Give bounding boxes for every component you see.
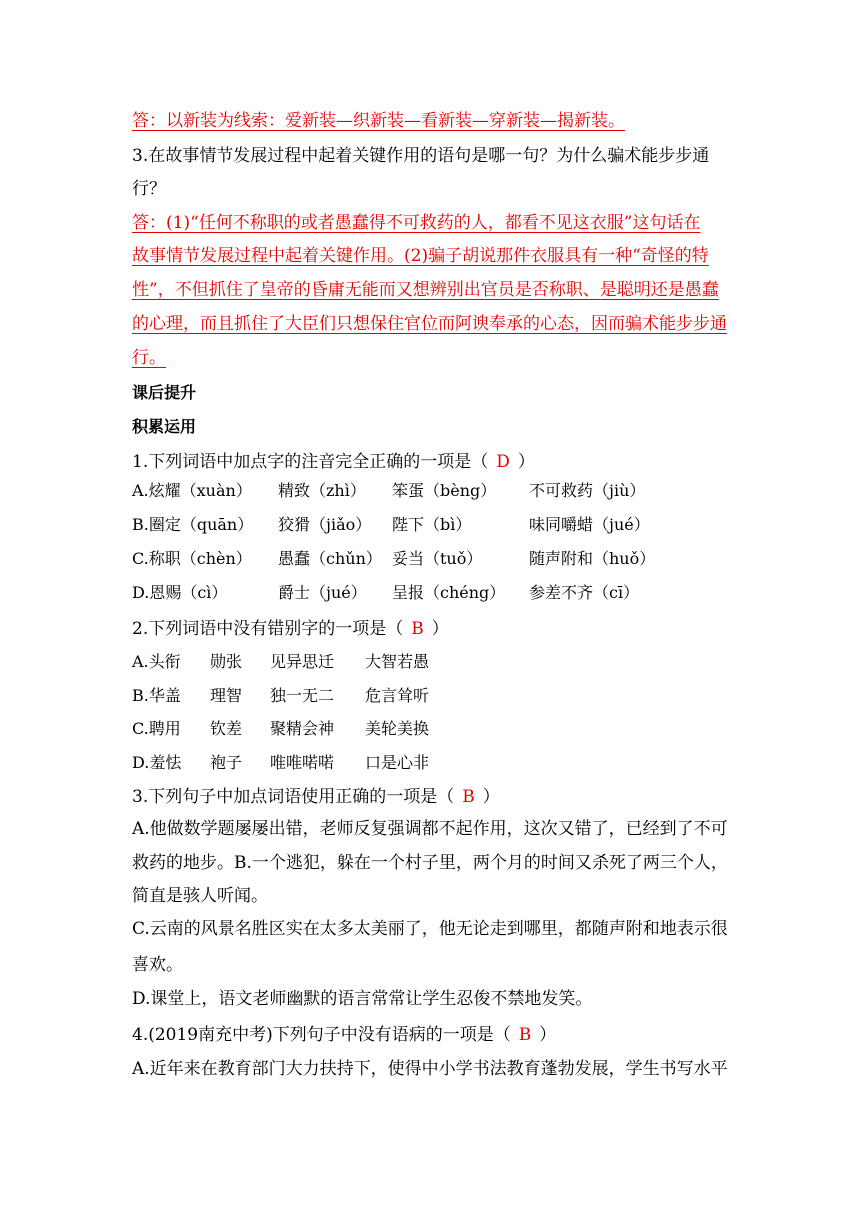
question-3-line: A.他做数学题屡屡出错，老师反复强调都不起作用，这次又错了，已经到了不可 bbox=[132, 819, 728, 839]
question-3-line: 救药的地步。B.一个逃犯，躲在一个村子里，两个月的时间又杀死了两三个人， bbox=[132, 853, 728, 873]
question-3-story-line-1: 3.在故事情节发展过程中起着关键作用的语句是哪一句？为什么骗术能步步通 bbox=[132, 146, 710, 166]
question-1-stem: 1.下列词语中加点字的注音完全正确的一项是（ D ） bbox=[132, 452, 535, 472]
question-3-answer: B bbox=[462, 787, 475, 807]
question-3-line: D.课堂上，语文老师幽默的语言常常让学生忍俊不禁地发笑。 bbox=[132, 989, 593, 1009]
question-4-stem: 4.(2019南充中考)下列句子中没有语病的一项是（ B ） bbox=[132, 1025, 557, 1045]
answer-intro: 答：以新装为线索：爱新装—织新装—看新装—穿新装—揭新装。 bbox=[132, 111, 625, 131]
question-1-answer: D bbox=[496, 452, 510, 472]
answer-q3-line: 性”，不但抓住了皇帝的昏庸无能而又想辨别出官员是否称职、是聪明还是愚蠢 bbox=[132, 280, 719, 300]
question-3-line: C.云南的风景名胜区实在太多太美丽了，他无论走到哪里，都随声附和地表示很 bbox=[132, 919, 728, 939]
answer-q3-line: 的心理，而且抓住了大臣们只想保住官位而阿谀奉承的心态，因而骗术能步步通 bbox=[132, 314, 727, 334]
question-2-answer: B bbox=[411, 619, 424, 639]
document-page: 答：以新装为线索：爱新装—织新装—看新装—穿新装—揭新装。 3.在故事情节发展过程中起着关键作用的语句是哪一句？为什么骗术能步步通 行？ 答：(1)“任何不称职的或者愚蠢得不可救药的人，都看不见这衣服”这句话在 故事情节发展过程中起着关键作用。(2)骗子胡说那件衣服具有一种“奇怪的特 性”，不但抓住了皇帝的昏庸无能而又想辨别出官员是否称职、是聪明还是愚蠢 的心理，而且抓住了大臣们只想保住官位而阿谀奉承的心态，因而骗术能步步通 行。 课后提升 积累运用 1.下列词语中加点字的注音完全正确的一项是（ D ） A.炫耀（xuàn） 精致（zhì） 笨蛋（bèng） 不可救药（jiù） B.圈定（quān） 狡猾（jiǎo） 陛下（bì） 味同嚼蜡（jué） C.称职（chèn） 愚蠢（chǔn） 妥当（tuǒ） 随声附和（huǒ） D.恩赐（cì） 爵士（jué） 呈报（chéng） 参差不齐（cī） 2.下列词语中没有错别字的一项是（ B ） A.头衔 勋张 见异思迁 大智若愚 B.华盖 理智 独一无二 危言耸听 C.聘用 钦差 聚精会神 美轮美换 D.羞怯 袍子 唯唯喏喏 口是心非 3.下列句子中加点词语使用正确的一项是（ B ） A.他做数学题屡屡出错，老师反复强调都不起作用，这次又错了，已经到了不可 救药的地步。B.一个逃犯，躲在一个村子里，两个月的时间又杀死了两三个人， 简直是骇人听闻。 C.云南的风景名胜区实在太多太美丽了，他无论走到哪里，都随声附和地表示很 喜欢。 D.课堂上，语文老师幽默的语言常常让学生忍俊不禁地发笑。 4.(2019南充中考)下列句子中没有语病的一项是（ B ） A.近年来在教育部门大力扶持下，使得中小学书法教育蓬勃发展，学生书写水平 bbox=[132, 111, 728, 1079]
section-title: 课后提升 bbox=[132, 383, 197, 402]
question-2-stem: 2.下列词语中没有错别字的一项是（ B ） bbox=[132, 619, 449, 639]
question-3-line: 喜欢。 bbox=[132, 955, 183, 975]
answer-q3-line: 答：(1)“任何不称职的或者愚蠢得不可救药的人，都看不见这衣服”这句话在 bbox=[132, 213, 701, 233]
question-4-line: A.近年来在教育部门大力扶持下，使得中小学书法教育蓬勃发展，学生书写水平 bbox=[132, 1059, 728, 1079]
question-3-story-line-2: 行？ bbox=[132, 179, 166, 199]
answer-q3-line: 行。 bbox=[132, 348, 166, 368]
question-3-stem: 3.下列句子中加点词语使用正确的一项是（ B ） bbox=[132, 787, 500, 807]
question-4-answer: B bbox=[518, 1025, 532, 1045]
question-3-line: 简直是骇人听闻。 bbox=[132, 886, 268, 906]
answer-q3-line: 故事情节发展过程中起着关键作用。(2)骗子胡说那件衣服具有一种“奇怪的特 bbox=[132, 246, 709, 266]
subsection-title: 积累运用 bbox=[132, 417, 197, 436]
